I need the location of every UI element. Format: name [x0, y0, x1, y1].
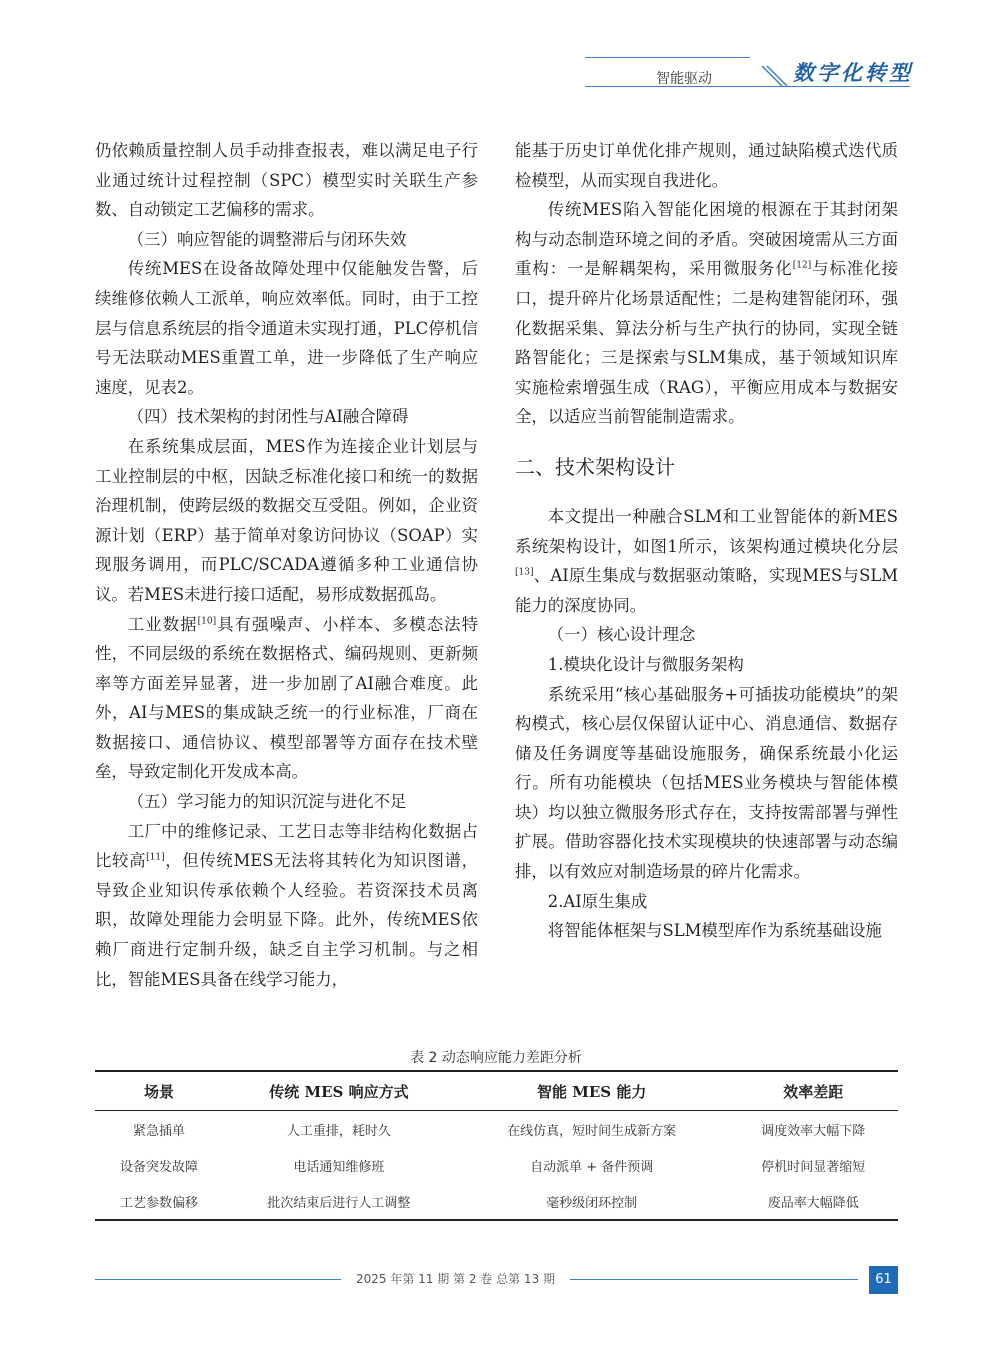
- paragraph: 在系统集成层面，MES作为连接企业计划层与工业控制层的中枢，因缺乏标准化接口和统一的数据治理机制，使跨层级的数据交互受阻。例如，企业资源计划（ERP）基于简单对象访问协议（SOAP）实现服务调用，而PLC/SCADA遵循多种工业通信协议。若MES未进行接口适配，易形成数据孤岛。: [95, 436, 478, 604]
- table-row: [95, 1183, 898, 1220]
- text-run: 具有强噪声、小样本、多模态法特性，不同层级的系统在数据格式、编码规则、更新频率等方面差异显著，进一步加剧了AI融合难度。此外，AI与MES的集成缺乏统一的行业标准，厂商在数据接口、通信协议、模型部署等方面存在技术壁垒，导致定制化开发成本高。: [95, 614, 479, 782]
- paragraph: [95, 610, 478, 788]
- text-run: 工业数据: [127, 614, 198, 634]
- left-column: [95, 136, 478, 994]
- section-heading: 二、技术架构设计: [515, 454, 675, 479]
- text-run: 本文提出一种融合SLM和工业智能体的新MES系统架构设计，如图1所示，该架构通过模块化分层: [515, 506, 898, 556]
- table-cell: 人工重排，耗时久: [286, 1123, 391, 1139]
- text-run: 与标准化接口，提升碎片化场景适配性；二是构建智能闭环，强化数据采集、算法分析与生产执行的协同，实现全链路智能化；三是探索与SLM集成，基于领域知识库实施检索增强生成（RAG），平衡应用成本与数据安全，以适应当前智能制造需求。: [515, 259, 899, 427]
- text-run: ，但传统MES无法将其转化为知识图谱，导致企业知识传承依赖个人经验。若资深技术员离职，故障处理能力会明显下降。此外，传统MES依赖厂商进行定制升级，缺乏自主学习机制。与之相比，智能MES具备在线学习能力，: [95, 851, 478, 989]
- table-caption: 表 2 动态响应能力差距分析: [410, 1050, 582, 1066]
- table-header-row: [95, 1071, 898, 1111]
- table-row: [95, 1111, 898, 1148]
- text-run: 传统MES陷入智能化困境的根源在于其封闭架构与动态制造环境之间的矛盾。突破困境需从三方面重构：一是解耦架构，采用微服务化: [515, 200, 898, 279]
- table-cell: 调度效率大幅下降: [761, 1123, 866, 1139]
- paragraph: [95, 817, 478, 995]
- citation-ref: [10]: [197, 616, 217, 627]
- paragraph: [515, 502, 898, 620]
- table-cell: 自动派单 + 备件预调: [530, 1159, 654, 1175]
- paragraph: 仍依赖质量控制人员手动排查报表，难以满足电子行业通过统计过程控制（SPC）模型实时关联生产参数、自动锁定工艺偏移的需求。: [95, 141, 478, 220]
- footer-rule-left: [95, 1279, 341, 1280]
- table-row: [95, 1147, 898, 1183]
- header-brand: 数字化转型: [793, 60, 913, 85]
- page-number: 61: [869, 1266, 898, 1294]
- subheading: （四）技术架构的封闭性与AI融合障碍: [127, 407, 409, 427]
- citation-ref: [11]: [146, 852, 165, 863]
- table-cell: 废品率大幅降低: [728, 1183, 898, 1220]
- paragraph: [515, 195, 898, 432]
- text-run: 、AI原生集成与数据驱动策略，实现MES与SLM能力的深度协同。: [515, 566, 898, 615]
- table-cell: 电话通知维修班: [293, 1159, 385, 1175]
- subheading: （五）学习能力的知识沉淀与进化不足: [127, 792, 407, 812]
- footer-rule-right: [570, 1279, 858, 1280]
- paragraph: 能基于历史订单优化排产规则，通过缺陷模式迭代质检模型，从而实现自我进化。: [515, 141, 898, 190]
- table-cell: 批次结束后进行人工调整: [223, 1183, 455, 1220]
- paragraph: 系统采用“核心基础服务+可插拔功能模块”的架构模式，核心层仅保留认证中心、消息通信、数据存储及任务调度等基础设施服务，确保系统最小化运行。所有功能模块（包括MES业务模块与智能体模块）均以独立微服务形式存在，支持按需部署与弹性扩展。借助容器化技术实现模块的快速部署与动态编排，以有效应对制造场景的碎片化需求。: [515, 684, 898, 882]
- paragraph: 传统MES在设备故障处理中仅能触发告警，后续维修依赖人工派单，响应效率低。同时，由于工控层与信息系统层的指令通道未实现打通，PLC停机信号无法联动MES重置工单，进一步降低了生产响应速度，见表2。: [95, 259, 478, 397]
- footer-issue-info: 2025 年第 11 期 第 2 卷 总第 13 期: [355, 1272, 556, 1286]
- citation-ref: [12]: [792, 260, 812, 271]
- table-cell: 停机时间显著缩短: [761, 1159, 866, 1175]
- subheading: 2.AI原生集成: [547, 891, 648, 911]
- comparison-table: [95, 1070, 898, 1221]
- paragraph: 将智能体框架与SLM模型库作为系统基础设施: [547, 921, 882, 941]
- subheading: （三）响应智能的调整滞后与闭环失效: [127, 229, 407, 249]
- header-section-label: 智能驱动: [656, 71, 712, 87]
- table-header-cell: 场景: [95, 1071, 223, 1111]
- citation-ref: [13]: [515, 567, 534, 578]
- subheading: 1.模块化设计与微服务架构: [547, 654, 744, 674]
- table-header-cell: 传统 MES 响应方式: [223, 1071, 455, 1111]
- table-cell: 工艺参数偏移: [95, 1183, 223, 1220]
- table-header-cell: 智能 MES 能力: [455, 1071, 729, 1111]
- subheading: （一）核心设计理念: [547, 625, 696, 645]
- table-cell: 毫秒级闭环控制: [455, 1183, 729, 1220]
- table-header-cell: 效率差距: [728, 1071, 898, 1111]
- header-rule-top: [585, 57, 750, 58]
- right-column: [515, 136, 898, 946]
- text-run: 工厂中的维修记录、工艺日志等非结构化数据占比较高: [95, 821, 478, 871]
- table-cell: 设备突发故障: [119, 1159, 198, 1175]
- table-cell: 紧急插单: [132, 1123, 185, 1139]
- table-cell: 在线仿真，短时间生成新方案: [507, 1123, 677, 1139]
